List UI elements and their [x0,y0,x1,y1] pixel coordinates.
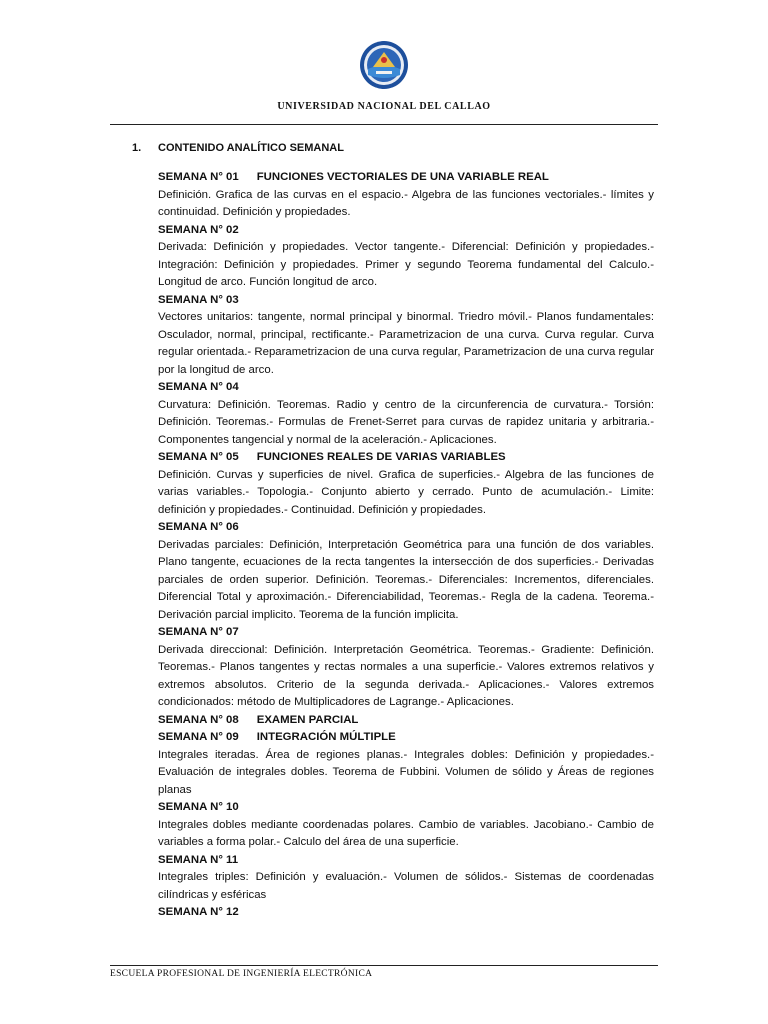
week-block [158,712,654,730]
week-title [158,904,654,922]
week-title [158,519,654,537]
weekly-content [158,169,654,922]
week-description: Derivada: Definición y propiedades. Vector tangente.- Diferencial: Definición y propiedades.- Integración: Definición y propiedades. Primer y segundo Teorema fundamental del Calculo.- Longitud de arco. Función longitud de arco. [158,241,654,288]
week-title [158,712,654,730]
section-title: CONTENIDO ANALÍTICO SEMANAL [158,142,344,154]
week-label: SEMANA N° 06 [158,521,239,533]
week-block [158,904,654,922]
week-title [158,852,654,870]
university-name: UNIVERSIDAD NACIONAL DEL CALLAO [277,101,491,112]
week-label: SEMANA N° 08 [158,713,239,726]
week-topic: FUNCIONES REALES DE VARIAS VARIABLES [256,451,506,463]
header-divider [110,124,658,125]
week-title [158,729,654,747]
week-label: SEMANA N° 05 [158,451,239,463]
week-description: Derivada direccional: Definición. Interpretación Geométrica. Teoremas.- Gradiente: Definición. Teoremas.- Planos tangentes y rectas normales a una superficie.- Valores extremos relativos y extremos absolutos. Criterio de la segunda derivada.- Aplicaciones.- Valores extremos condicionados: método de Multiplicadores de Lagrange.- Aplicaciones. [158,643,654,708]
week-block [158,449,654,519]
week-description: Definición. Grafica de las curvas en el espacio.- Algebra de las funciones vectoriales.- límites y continuidad. Definición y propiedades. [158,188,654,218]
week-description: Derivadas parciales: Definición, Interpretación Geométrica para una función de dos variables. Plano tangente, ecuaciones de la recta tangentes la intersección de dos superficies.- Derivadas parciales de orden superior. Definición. Teoremas.- Diferenciales: Incrementos, diferenciales. Diferencial Total y aproximación.- Diferenciabilidad, Teoremas.- Regla de la cadena. Teorema.- Derivación parcial implicito. Teorema de la función implicita. [158,538,654,621]
week-block [158,169,654,222]
footer-divider [110,965,658,966]
week-topic: INTEGRACIÓN MÚLTIPLE [256,731,396,743]
week-description: Vectores unitarios: tangente, normal principal y binormal. Triedro móvil.- Planos fundamentales: Osculador, normal, principal, rectificante.- Parametrizacion de una curva. Curva regular. Curva regular orientada.- Reparametrizacion de una curva regular, Parametrizacion de una curva regular por la longitud de arco. [158,311,654,376]
week-label: SEMANA N° 11 [158,853,239,866]
week-title [158,379,654,397]
university-seal-logo [359,40,409,90]
week-description: Definición. Curvas y superficies de nivel. Grafica de superficies.- Algebra de las funciones de varias variables.- Topologia.- Conjunto abierto y cerrado. Punto de acumulación.- Limite: definición y propiedades.- Continuidad. Definición y propiedades. [158,468,654,516]
week-label: SEMANA N° 12 [158,906,239,918]
week-label: SEMANA N° 02 [158,223,239,236]
week-description: Integrales triples: Definición y evaluación.- Volumen de sólidos.- Sistemas de coordenadas cilíndricas y esféricas [158,871,654,901]
week-label: SEMANA N° 10 [158,801,239,813]
week-topic: FUNCIONES VECTORIALES DE UNA VARIABLE REAL [256,171,549,183]
week-label: SEMANA N° 07 [158,626,239,638]
week-title [158,169,654,187]
week-label: SEMANA N° 04 [158,381,239,393]
week-block [158,292,654,380]
week-title [158,624,654,642]
week-block [158,519,654,624]
week-title [158,292,654,310]
section-number: 1. [132,142,142,154]
week-block [158,624,654,712]
week-label: SEMANA N° 01 [158,171,239,183]
week-block [158,799,654,852]
week-block [158,222,654,292]
footer-school-name: ESCUELA PROFESIONAL DE INGENIERÍA ELECTRÓNICA [110,969,373,979]
week-block [158,852,654,905]
week-title [158,449,654,467]
week-block [158,379,654,449]
week-topic: EXAMEN PARCIAL [256,713,359,726]
week-description: Integrales dobles mediante coordenadas polares. Cambio de variables. Jacobiano.- Cambio de variables a forma polar.- Calculo del área de una superficie. [158,818,654,848]
week-description: Curvatura: Definición. Teoremas. Radio y centro de la circunferencia de curvatura.- Torsión: Definición. Teoremas.- Formulas de Frenet-Serret para curvas de rapidez unitaria y arbitraria.- Componentes tangencial y normal de la aceleración.- Aplicaciones. [158,398,654,446]
week-title [158,222,654,240]
week-title [158,799,654,817]
week-block [158,729,654,799]
section-heading [132,142,344,154]
week-label: SEMANA N° 09 [158,731,239,743]
week-description: Integrales iteradas. Área de regiones planas.- Integrales dobles: Definición y propiedades.- Evaluación de integrales dobles. Teorema de Fubbini. Volumen de sólido y Áreas de regiones planas [158,748,654,796]
week-label: SEMANA N° 03 [158,293,239,306]
